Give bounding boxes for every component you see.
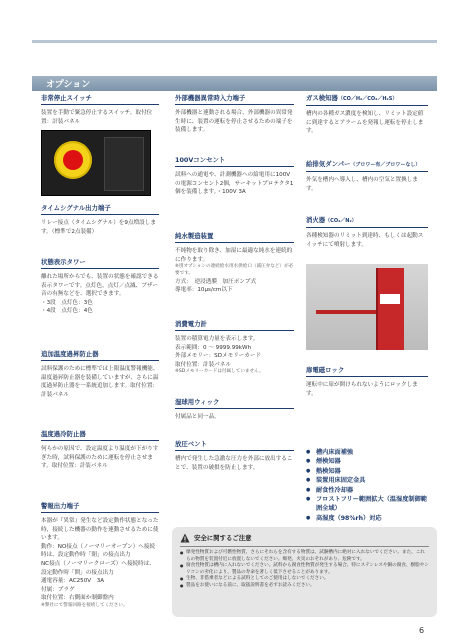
vent-body: 槽内で発生した急激な圧力を外部に放出することで、装置の破損を防止します。 (175, 456, 293, 471)
gas-detector-title-sub: （CO／H₂／CO₂／H₂S） (337, 96, 398, 102)
safety-item: ● 爆発性物質および可燃性物質、さらにそれらを含有する物質は、試験槽内に絶対に入れないでください。また、これらの物質を装置付近に放置しないでください。爆発、火災のおそれがあり、危険です。 (180, 550, 429, 563)
external-input-body: 外部機器と連動される場合、外部機器の異常発生時に、装置の運転を停止させるための端子を装備します。 (175, 110, 293, 134)
pure-water-line: 不純物を取り除き、加湿に最適な純水を連続的に作ります。 (175, 248, 293, 263)
safety-divider (180, 546, 429, 547)
damper-title-sub: （ブロワー有／ブロワーなし） (350, 162, 421, 168)
page-number: 6 (419, 626, 425, 635)
safety-item: ● 生物、非搭乗者などによる試料としてのご使用はしないでください。 (180, 576, 429, 583)
status-tower-title: 状態表示タワー (41, 258, 159, 269)
status-tower-line: ・3段 点灯色：3色 (41, 299, 93, 306)
wet-wick-body: 付属品と同一品。 (175, 414, 220, 420)
gas-detector-section (306, 94, 428, 136)
alarm-note: ※弊社にて警報回路を接続してください。 (41, 602, 128, 608)
door-lock-section (306, 366, 428, 398)
extinguisher-title-sub: （CO₂／N₂） (325, 218, 357, 224)
alarm-line: NC接点（ノーマリークローズ）へ接続時は、設定動作時「開」の接点出力 (41, 560, 155, 576)
cabinet-label (380, 294, 400, 304)
power-meter-note: ※SDメモリーカードは付属していません。 (175, 369, 264, 375)
vent-section (175, 440, 294, 472)
photo-background (306, 264, 428, 350)
safety-title: 安全に関するご注意 (194, 534, 252, 542)
alarm-line: 取付位置：右側面か制御盤内 (41, 595, 114, 602)
outlet-section (175, 156, 294, 197)
damper-section (306, 160, 428, 193)
extinguisher-photo (306, 264, 428, 350)
alarm-terminal-body (41, 517, 159, 610)
wet-wick-title: 湿球用ウィック (175, 398, 294, 409)
door-lock-body: 運転中に扉が開けられないようにロックします。 (306, 382, 418, 397)
power-meter-line: 装置の積算電力量を表示します。 (175, 336, 259, 342)
list-item: ● 耐食性冷却器 (306, 486, 431, 495)
power-meter-line: 取付位置：計装パネル (175, 361, 231, 368)
emergency-title: 非常停止スイッチ (41, 94, 159, 105)
power-meter-line: 外部メモリー：SDメモリーカード (175, 353, 262, 360)
power-meter-title: 消費電力計 (175, 320, 294, 331)
header-title: オプション (46, 80, 91, 90)
pure-water-line: 導電率：10μs/cm以下 (175, 287, 233, 294)
emergency-section (41, 94, 159, 196)
gas-detector-body: 槽内の各種ガス濃度を検知し、リミット設定値に到達するとアラームを発報し運転を停止します。 (306, 111, 424, 135)
pure-water-section (175, 232, 294, 295)
power-meter-line: 表示範囲：0 ～ 9999.99kWh (175, 344, 252, 351)
alarm-line: 通電容量：AC250V 3A (41, 578, 105, 585)
alarm-line: 付属：プラグ (41, 586, 75, 593)
status-tower-line: ・4段 点灯色：4色 (41, 308, 93, 315)
status-tower-line: 離れた場所からでも、装置の状態を確認できる表示タワーです。点灯色，点灯／点滅、ブザー音の有無などを、選択できます。 (41, 274, 159, 298)
list-item: ● 煙検知器 (306, 457, 431, 466)
emergency-button-photo (41, 130, 151, 196)
extinguisher-body: 各種検知器のリミット到達時、もしくは起動スイッチにて噴射します。 (306, 233, 424, 248)
panel-box (104, 137, 144, 191)
external-input-title: 外部機器異常時入力端子 (175, 94, 294, 105)
damper-title-main: 給排気ダンパー (306, 160, 351, 168)
pure-water-note: ※別オプションの連続給水用水供給口（減圧弁など）が必要です。 (175, 264, 294, 276)
gas-detector-title (306, 94, 428, 106)
outlet-title: 100Vコンセント (175, 156, 294, 167)
signal-terminal-body: リレー接点（タイムシグナル）を9点増設します。（標準で2点装備） (41, 220, 156, 235)
list-item: ● 熱検知器 (306, 467, 431, 476)
list-item: ● 槽内床面補強 (306, 448, 431, 457)
extinguisher-title-main: 消火器 (306, 216, 326, 224)
emergency-body: 装置を手動で緊急停止するスイッチ。取付位置：計装パネル (41, 110, 153, 125)
overcool-title: 温度過冷防止器 (41, 430, 159, 441)
extinguisher-title (306, 216, 428, 228)
overheat-body: 試料保護のために標準では上限温度警報機能、温度過昇防止器を装備していますが、さらに温度過昇防止器を一系統追加します。取付位置：計装パネル (41, 366, 159, 398)
overheat-section (41, 350, 159, 399)
safety-notice (172, 527, 437, 617)
safety-item: ● 製品をお使いになる前に、取扱説明書を必ずお読みください。 (180, 583, 429, 590)
signal-terminal-title: タイムシグナル出力端子 (41, 204, 159, 215)
warning-icon (180, 533, 190, 543)
vent-title: 放圧ベント (175, 440, 294, 451)
power-meter-section (175, 320, 294, 376)
outlet-body: 試料への通電や、計測機器への給電用に100Vの電源コンセント2個，サーキットプロテクタ1個を装備します。・100V 3A (175, 172, 294, 196)
wet-wick-section (175, 398, 294, 422)
extinguisher-section (306, 216, 428, 249)
top-band (0, 0, 455, 74)
alarm-terminal-title: 警報出力端子 (41, 502, 159, 513)
safety-item: ● 腐食性物質は槽内に入れないでください。試料から腐食性物質が発生する場合、特にステンレスや銅の腐食、樹脂やシリコンの劣化により、製品の寿命を著しく低下させることがあります。 (180, 563, 429, 576)
pure-water-body (175, 247, 294, 295)
safety-title-row (180, 533, 429, 543)
power-meter-body (175, 335, 294, 376)
extra-options-list (306, 448, 431, 523)
overcool-body: 何らかの原因で、設定温度より温度が下がりすぎた時，試料保護のために運転を停止させます。取付位置：計装パネル (41, 446, 159, 470)
alarm-line: 本器が『異常』発生など設定動作状態となった時，接続した機器の動作を連動させるために使います。 (41, 518, 159, 542)
status-tower-body (41, 273, 159, 316)
list-item: ● フロストフリー範囲拡大（温湿度制御範囲全域） (306, 495, 431, 514)
list-item: ● 高湿度（98%rh）対応 (306, 514, 431, 523)
overheat-title: 追加温度過昇防止器 (41, 350, 159, 361)
extinguisher-cabinet (376, 268, 404, 350)
pure-water-title: 純水製造装置 (175, 232, 294, 243)
damper-body: 外気を槽内へ導入し、槽内の空気と置換します。 (306, 177, 418, 192)
damper-title (306, 160, 428, 172)
alarm-line: 動作：NO接点（ノーマリーオープン）へ接続時は、設定動作時「閉」の接点出力 (41, 543, 156, 559)
alarm-terminal-section (41, 502, 159, 610)
gas-detector-title-main: ガス検知器 (306, 94, 338, 102)
top-stripe (32, 40, 437, 43)
status-tower-section (41, 258, 159, 316)
signal-terminal-section (41, 204, 159, 236)
external-input-section (175, 94, 294, 135)
pure-water-line: 方式： 逆浸透膜 加圧ポンプ式 (175, 278, 257, 285)
pipe (316, 310, 376, 314)
section-header (32, 76, 437, 91)
door-lock-title: 扉電磁ロック (306, 366, 428, 377)
list-item: ● 装置用床固定金具 (306, 476, 431, 485)
overcool-section (41, 430, 159, 471)
